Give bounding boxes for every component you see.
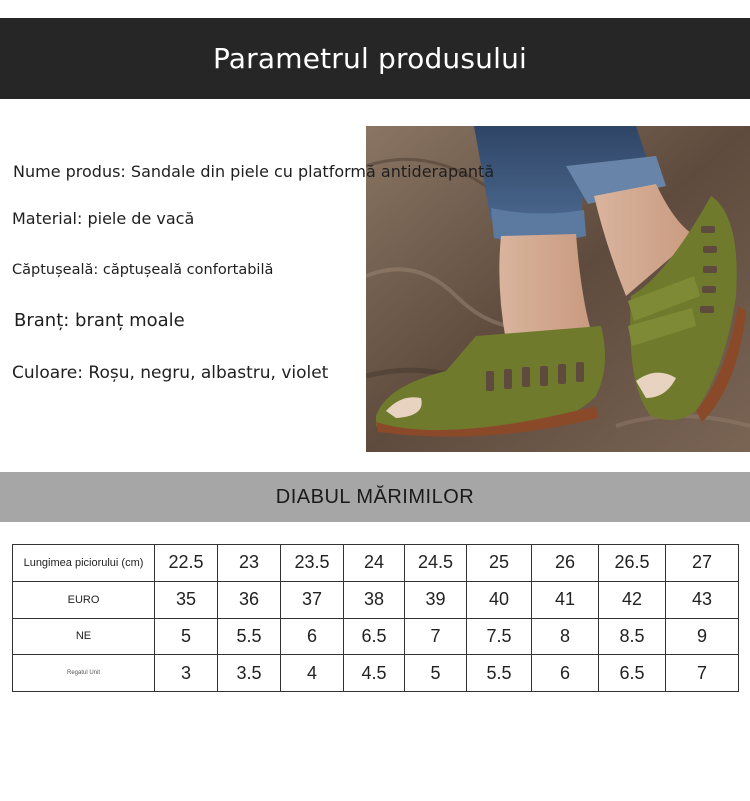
table-cell: 8	[532, 618, 599, 655]
size-chart-bar	[0, 472, 750, 522]
row-label: Lungimea piciorului (cm)	[13, 545, 155, 582]
table-cell: 7.5	[467, 618, 532, 655]
table-cell: 41	[532, 581, 599, 618]
table-cell: 35	[155, 581, 218, 618]
table-cell: 8.5	[599, 618, 666, 655]
table-cell: 6.5	[599, 655, 666, 692]
table-cell: 5	[155, 618, 218, 655]
table-cell: 26	[532, 545, 599, 582]
table-cell: 6.5	[344, 618, 405, 655]
table-cell: 38	[344, 581, 405, 618]
table-cell: 9	[666, 618, 739, 655]
table-cell: 27	[666, 545, 739, 582]
table-cell: 40	[467, 581, 532, 618]
table-cell: 37	[281, 581, 344, 618]
table-cell: 3	[155, 655, 218, 692]
table-cell: 5.5	[218, 618, 281, 655]
table-cell: 6	[281, 618, 344, 655]
size-chart-title: DIABUL MĂRIMILOR	[275, 485, 475, 508]
table-cell: 42	[599, 581, 666, 618]
table-cell: 5	[405, 655, 467, 692]
table-cell: 3.5	[218, 655, 281, 692]
table-row	[13, 618, 739, 655]
table-cell: 4.5	[344, 655, 405, 692]
table-cell: 23	[218, 545, 281, 582]
table-cell: 22.5	[155, 545, 218, 582]
row-label: Regatul Unit	[13, 655, 155, 692]
header-bar	[0, 18, 750, 99]
table-cell: 7	[405, 618, 467, 655]
table-cell: 23.5	[281, 545, 344, 582]
table-cell: 25	[467, 545, 532, 582]
row-label: NE	[13, 618, 155, 655]
table-cell: 5.5	[467, 655, 532, 692]
table-cell: 36	[218, 581, 281, 618]
table-cell: 39	[405, 581, 467, 618]
page-title: Parametrul produsului	[212, 42, 528, 75]
table-cell: 24.5	[405, 545, 467, 582]
table-cell: 6	[532, 655, 599, 692]
size-table	[12, 544, 739, 692]
table-row	[13, 655, 739, 692]
table-cell: 24	[344, 545, 405, 582]
table-cell: 26.5	[599, 545, 666, 582]
product-material: Material: piele de vacă	[12, 209, 195, 228]
table-cell: 43	[666, 581, 739, 618]
product-name: Nume produs: Sandale din piele cu platformă antiderapantă	[13, 162, 495, 181]
product-insole: Branț: branț moale	[14, 310, 185, 331]
table-row	[13, 581, 739, 618]
row-label: EURO	[13, 581, 155, 618]
table-cell: 7	[666, 655, 739, 692]
product-colors: Culoare: Roșu, negru, albastru, violet	[12, 363, 329, 383]
product-lining: Căptușeală: căptușeală confortabilă	[12, 262, 274, 278]
table-cell: 4	[281, 655, 344, 692]
table-row	[13, 545, 739, 582]
